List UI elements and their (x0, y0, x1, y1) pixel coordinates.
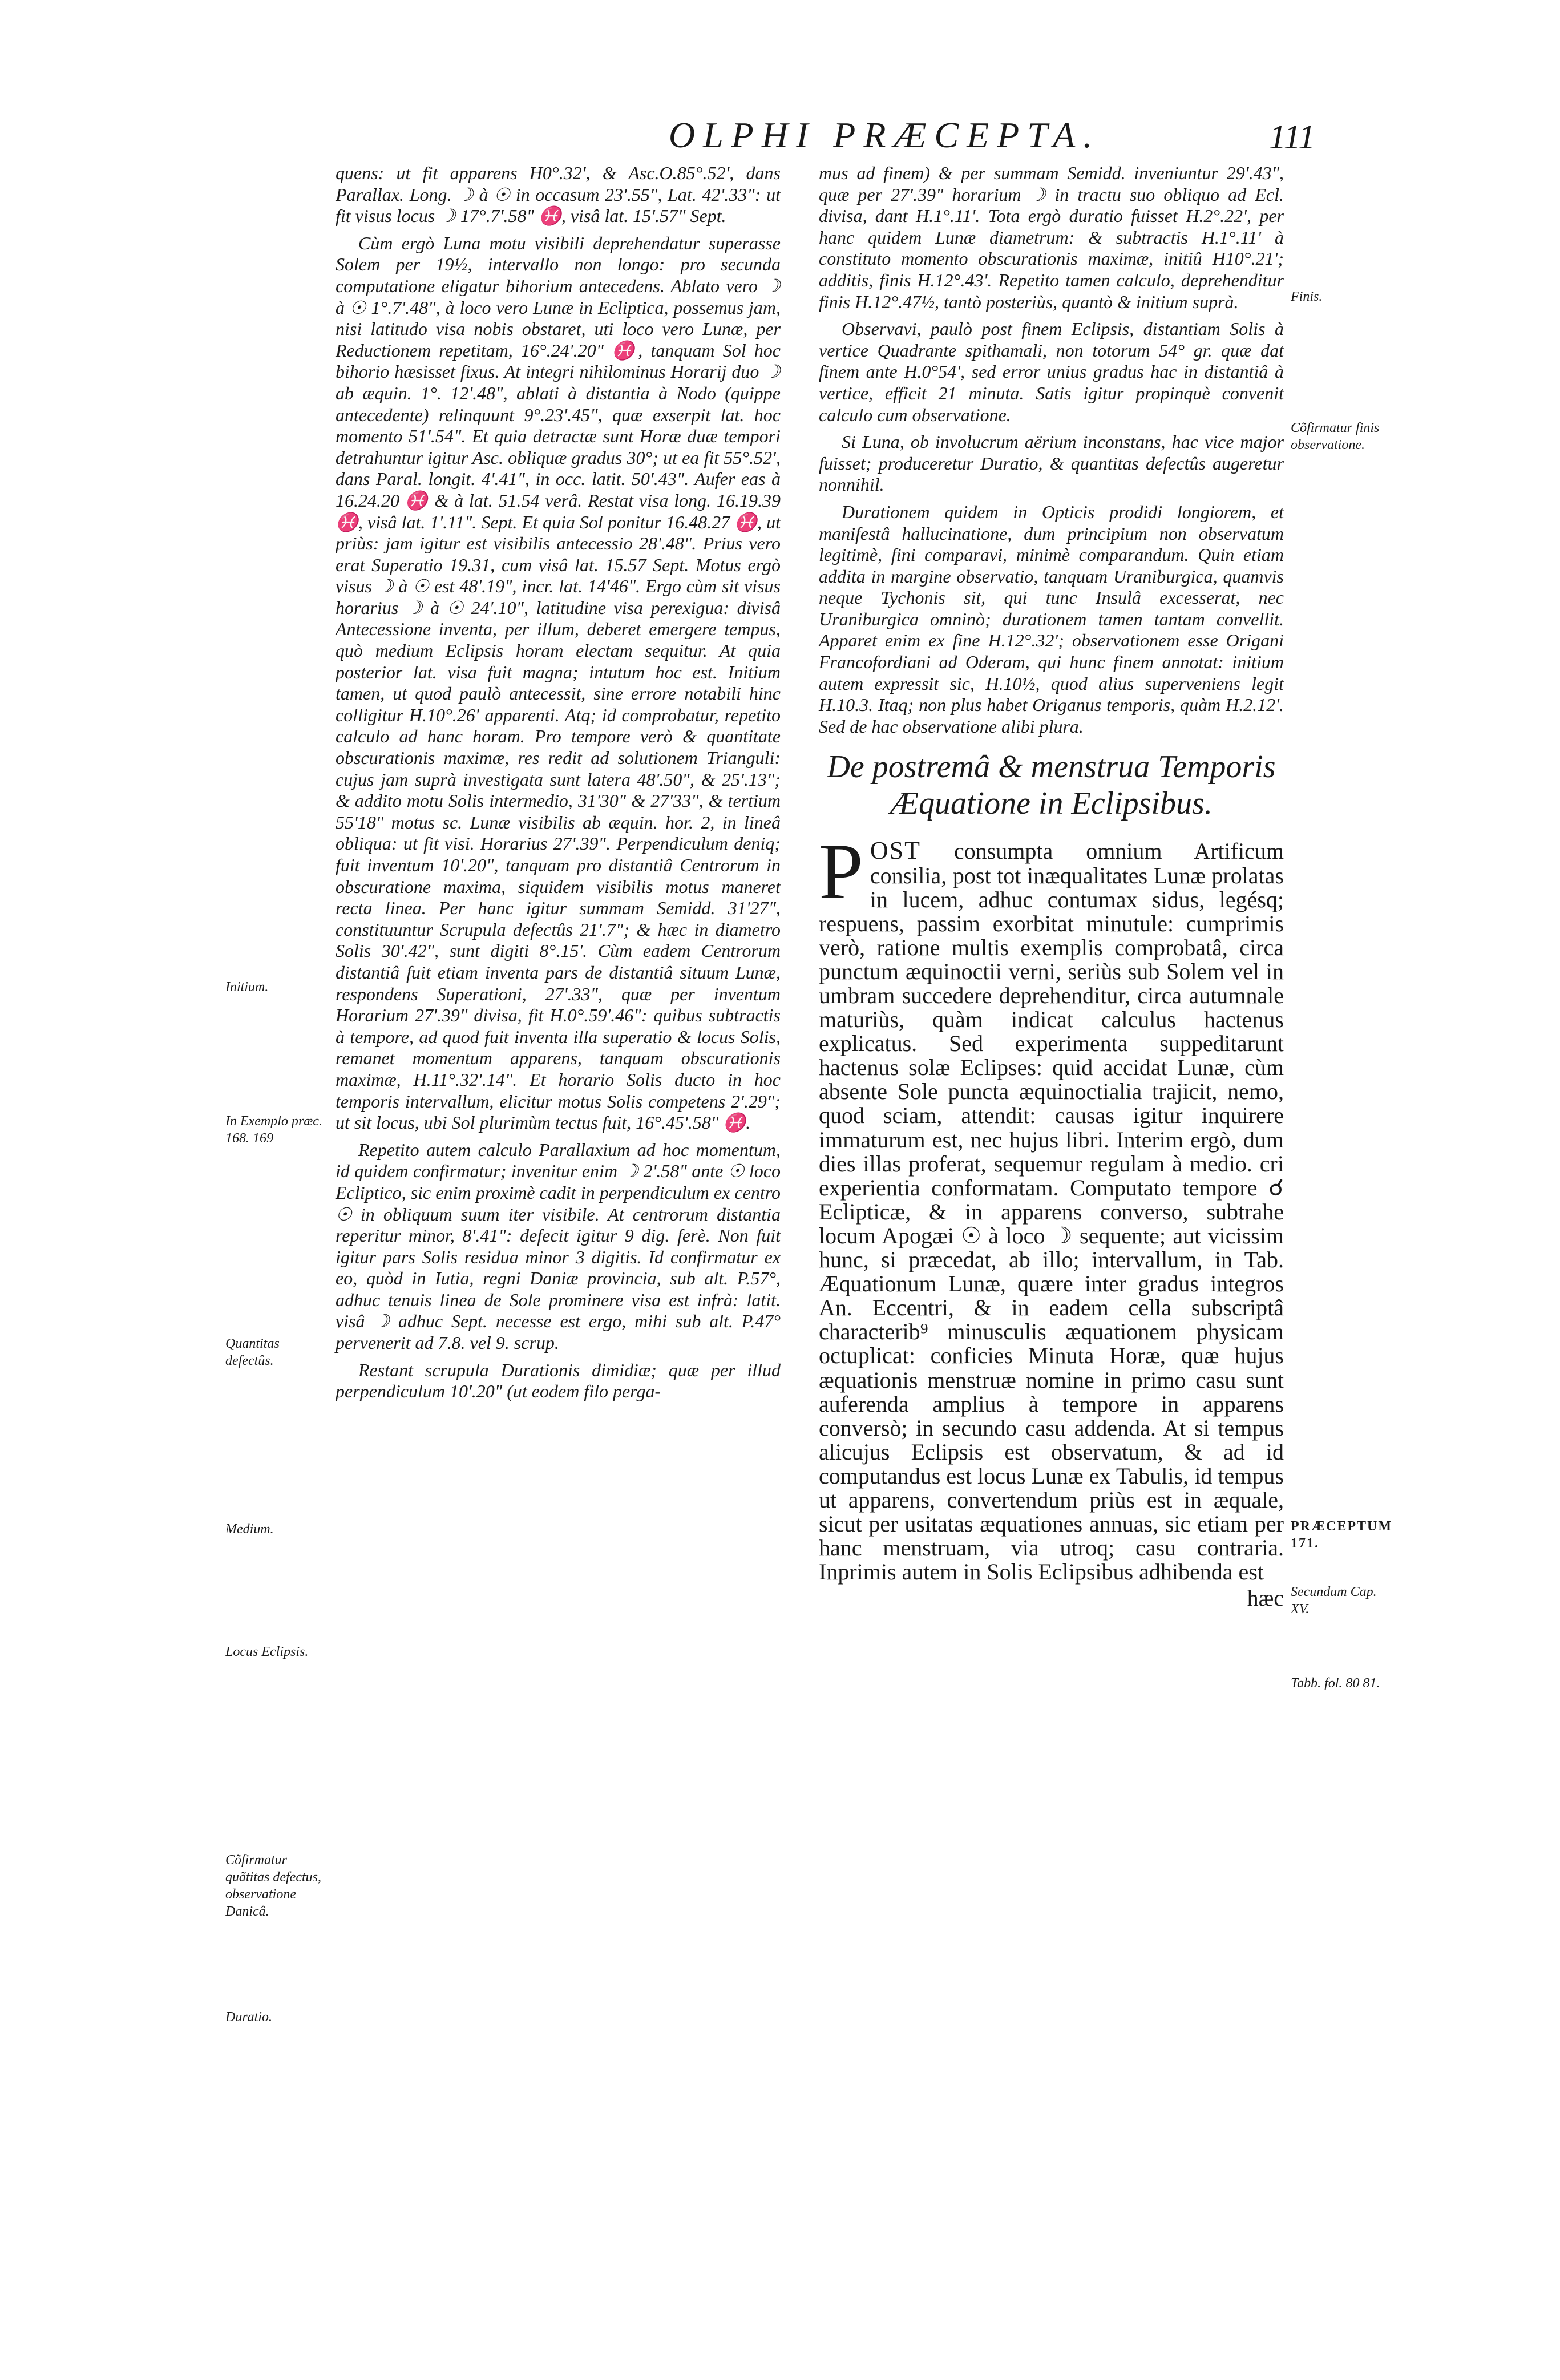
margin-note-in-exemplo: In Exemplo præc. 168. 169 (225, 1114, 322, 1146)
right-paragraph-1: mus ad finem) & per summam Semidd. inveniuntur 29'.43", quæ per 27'.39" horarium ☽ in tractu suo obliquo ad Ecl. divisa, dant H.1°.11'. Tota ergò duratio fuisset H.2°.22', per hanc quidem Lunæ diametrum: & subtractis H.1°.11' à constituto momento obscurationis maximæ, initiû H10°.21'; additis, finis H.12°.43'. Repetito tamen calculo, deprehenditur finis H.12°.47½, tantò posteriùs, quantò & initium suprà. (819, 163, 1284, 312)
margin-note-locus: Locus Eclipsis. (225, 1644, 309, 1659)
left-paragraph-2: Cùm ergò Luna motu visibili deprehendatur superasse Solem per 19½, intervallo non longo: pro secunda computatione eligatur bihorium antecedens. Ablato vero ☽ à ☉ 1°.7'.48", à loco vero Lunæ in Ecliptica, possemus jam, nisi latitudo visa nobis obstaret, uti loco vero Lunæ, per Reductionem repetitam, 16°.24'.20" ♓, tanquam Sol hoc bihorio hæsisset fixus. At integri nihilominus Horarij duo ☽ ab æquin. 1°. 12'.48", ablati à distantia à Nodo (quippe antecedente) relinquunt 9°.23'.45", quæ exserpit lat. hoc momento 51'.54". Et quia detractæ sunt Horæ duæ tempori detrahuntur igitur Asc. obliquæ gradus 30°; ut ea fit 55°.52', dans Paral. longit. 4'.41", in occ. latit. 50'.43". Aufer eas à 16.24.20 ♓ & à lat. 51.54 verâ. Restat visa long. 16.19.39 ♓, visâ lat. 1'.11". Sept. Et quia Sol ponitur 16.48.27 ♓, ut priùs: jam igitur est visibilis antecessio 28'.48". Prius vero erat Superatio 19.31, cum visâ lat. 15.57 Sept. Motus ergò visus ☽ à ☉ est 48'.19", incr. lat. 14'46". Ergo cùm sit visus horarius ☽ à ☉ 24'.10", latitudine visa perexigua: divisâ Antecessione inventa, per illum, deberet emergere tempus, quò medium Eclipsis horam electam sequitur. At quia posterior lat. visa fuit magna; intutum hoc est. Initium tamen, ut quod paulò antecessit, sine errore notabili hinc colligitur H.10°.26' apparenti. Atq; id comprobatur, repetito calculo ad hanc horam. Pro tempore verò & quantitate obscurationis maximæ, res redit ad solutionem Trianguli: cujus jam suprà investigata sunt latera 48'.50", & 25'.13"; & addito motu Solis intermedio, 31'30" & 27'33", & tertium 55'18" motus sc. Lunæ visibilis ab æquin. hor. 2, in lineâ obliqua: ut fit visi. Horarius 27'.39". Perpendiculum deniq; fuit inventum 10'.20", tanquam pro distantiâ Centrorum in obscuratione maxima, siquidem visibilis motus maneret recta linea. Per hanc igitur summam Semidd. 31'27", constituuntur Scrupula defectûs 21'.7"; & hæc in diametro Solis 30'.42", sunt digiti 8°.15'. Cùm eadem Centrorum distantiâ fuit etiam inventa pars de distantiâ situum Lunæ, respondens Superationi, 27'.33", quæ per inventum Horarium 27'.39" divisa, fit H.0°.59'.46": quibus subtractis à tempore, ad quod fuit inventa illa superatio & locus Solis, remanet momentum apparens, tanquam obscurationis maximæ, H.11°.32'.14". Et horario Solis ducto in hoc temporis intervallum, elicitur motus Solis competens 2'.29"; ut sit locus, ubi Sol plurimùm tectus fuit, 16°.45'.58" ♓. (336, 232, 781, 1133)
margin-note-medium: Medium. (225, 1522, 274, 1537)
margin-note-tabb: Tabb. fol. 80 81. (1291, 1676, 1380, 1691)
margin-note-praeceptum (1291, 1518, 1393, 1552)
body-text: consumpta omnium Artificum consilia, post tot inæqualitates Lunæ prolatas in lucem, adhuc contumax sidus, legésq; respuens, passim exorbitat minutule: cumprimis verò, ratione multis exemplis comprobatâ, circa punctum æquinoctii verni, seriùs sub Solem vel in umbram succedere deprehenditur, circa autumnale maturiùs, quàm indicat calculus hactenus explicatus. Sed experimenta suppeditarunt hactenus solæ Eclipses: quid accidat Lunæ, cùm absente Sole puncta æquinoctialia trajicit, nemo, quod sciam, attendit: causas igitur inquirere immaturum est, nec hujus libri. Interim ergò, dum dies illas proferat, sequemur regulam à medio. cri experientia conformatam. Computato tempore ☌ Eclipticæ, & in apparens converso, subtrahe locum Apogæi ☉ à loco ☽ sequente; aut vicissim hunc, si præcedat, ab illo; intervallum, in Tab. Æquationum Lunæ, quære inter gradus integros An. Eccentri, & in eadem cella subscriptâ characterib⁹ minusculis æquationem physicam octuplicat: conficies Minuta Horæ, quæ hujus æquationis menstruæ nomine in primo casu sunt auferenda amplius à tempore in apparens conversò; in secundo casu addenda. At si tempus alicujus Eclipsis est observatum, & ad id computandus est locus Lunæ ex Tabulis, id tempus ut apparens, convertendum priùs est in æquale, sicut per usitatas æquationes annuas, sic etiam per hanc menstruam, via utroq; casu contraria. Inprimis autem in Solis Eclipsibus adhibenda est (819, 838, 1284, 1585)
page-number: 111 (1268, 118, 1315, 156)
margin-note-quantitas: Quantitas defectûs. (225, 1336, 280, 1368)
section-heading: De postremâ & menstrua Temporis Æquatione in Eclipsibus. (827, 749, 1276, 822)
catchword: hæc (1247, 1585, 1284, 1611)
catchword-line (819, 1586, 1284, 1610)
left-paragraph-4: Restant scrupula Durationis dimidiæ; quæ per illud perpendiculum 10'.20" (ut eodem filo perga- (336, 1359, 781, 1402)
left-column (336, 163, 781, 1408)
roman-body (819, 827, 1284, 1585)
right-paragraph-2: Observavi, paulò post finem Eclipsis, distantiam Solis à vertice Quadrante spithamali, non totorum 54° gr. quæ dat finem ante H.0°54', sed error unius gradus hac in distantiâ à vertice, efficit 21 minuta. Satis igitur propinquè convenit calculo cum observatione. (819, 318, 1284, 425)
margin-note-secundum: Secundum Cap. XV. (1291, 1585, 1377, 1617)
left-paragraph-1: quens: ut fit apparens H0°.32', & Asc.O.85°.52', dans Parallax. Long. ☽ à ☉ in occasum 23'.55", Lat. 42'.33": ut fit visus locus ☽ 17°.7'.58" ♓, visâ lat. 15'.57" Sept. (336, 163, 781, 227)
drop-cap: P (819, 827, 863, 916)
praeceptum-label: PRÆCEPTUM 171. (1291, 1519, 1392, 1551)
right-paragraph-3: Si Luna, ob involucrum aërium inconstans, hac vice major fuisset; produceretur Duratio, & quantitas defectûs augeretur nonnihil. (819, 431, 1284, 495)
right-italic-block (819, 163, 1284, 737)
right-paragraph-4: Durationem quidem in Opticis prodidi longiorem, et manifestâ hallucinatione, dum principium non observatum legitimè, fini comparavi, minimè comparandum. Quin etiam addita in margine observatio, tanquam Uraniburgica, quamvis neque Tychonis sit, qui tunc Insulâ excesserat, nec Uraniburgica omninò; durationem tamen tantam convellit. Apparet enim ex fine H.12°.32'; observationem esse Origani Francofordiani ad Oderam, qui hunc finem annotat: initium autem expressit sic, H.10½, quod alius superveniens legit H.10.3. Itaq; non plus habet Origanus temporis, quàm H.2.12'. Sed de hac observatione alibi plura. (819, 501, 1284, 737)
running-title: OLPHI PRÆCEPTA. (668, 115, 1101, 155)
left-paragraph-3: Repetito autem calculo Parallaxium ad hoc momentum, id quidem confirmatur; invenitur enim ☽ 2'.58" ante ☉ loco Ecliptico, sic enim proximè cadit in perpendiculum ex centro ☉ in obliquum suum iter visibile. At centrorum distantia reperitur minor, 8'.41": defecit igitur 9 dig. ferè. Non fuit igitur pars Solis residua minor 3 digitis. Id confirmatur ex eo, quòd in Iutia, regni Daniæ provincia, sub alt. P.57°, adhuc tenuis linea de Sole prominere visa est infrà: latit. visâ ☽ adhuc Sept. necesse est ergo, mihi sub alt. P.47° pervenerit ad 7.8. vel 9. scrup. (336, 1139, 781, 1353)
margin-note-initium: Initium. (225, 980, 269, 995)
margin-note-confirmatur: Cõfirmatur quãtitas defectus, observatione Danicâ. (225, 1853, 321, 1919)
margin-note-confirmatur-finis: Cõfirmatur finis observatione. (1291, 421, 1380, 452)
lead-text: OST (870, 837, 921, 865)
right-column (819, 163, 1284, 1610)
margin-note-finis: Finis. (1291, 289, 1323, 304)
margin-note-duratio: Duratio. (225, 2010, 273, 2025)
